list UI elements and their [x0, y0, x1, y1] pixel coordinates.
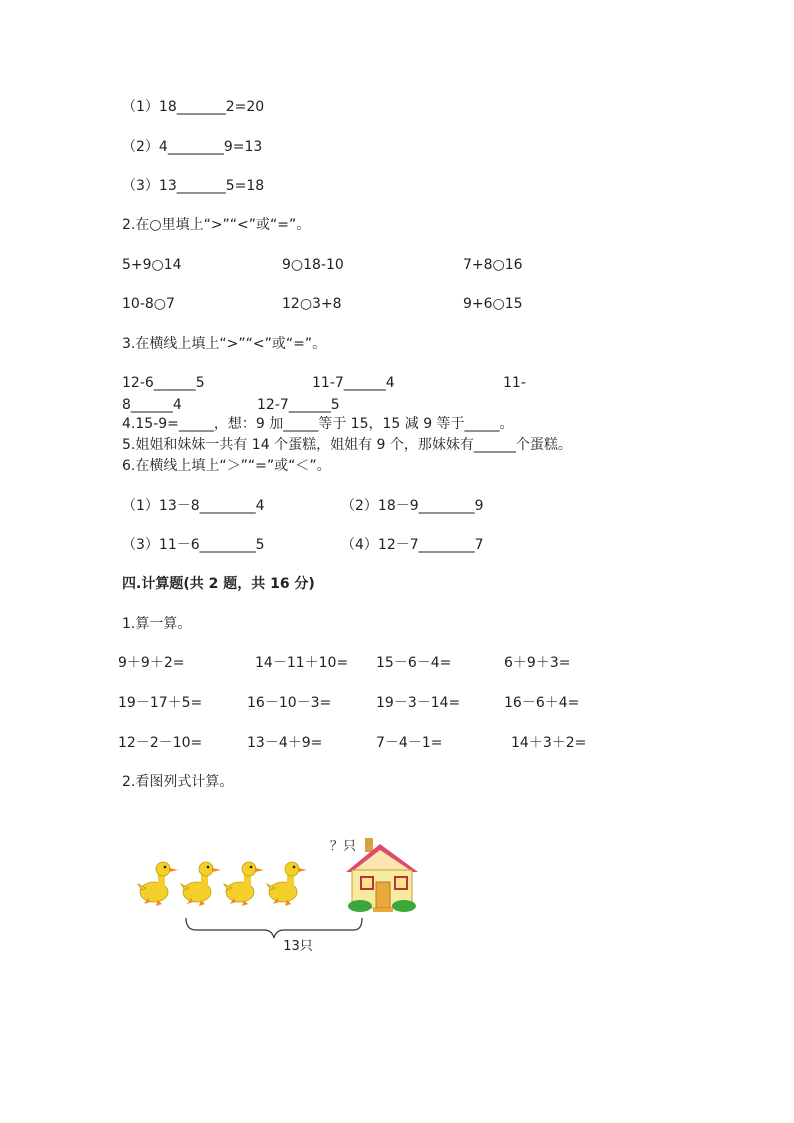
q6-title: 6.在横线上填上“＞”“=”或“＜”。	[122, 458, 331, 474]
q5-text: 5.姐姐和妹妹一共有 14 个蛋糕，姐姐有 9 个，那妹妹有______个蛋糕。	[122, 437, 572, 453]
question-label: ？只	[330, 839, 357, 854]
fill-blank-3: （3）13_______5=18	[122, 178, 265, 194]
calc-1-title: 1.算一算。	[122, 616, 192, 632]
q6-item-b: （2）18－9________9	[341, 498, 484, 514]
fill-blank-1: （1）18_______2=20	[122, 99, 265, 115]
q6-item-a: （1）13－8________4	[122, 498, 265, 514]
q4-text: 4.15-9=_____，想：9 加_____等于 15，15 减 9 等于_____。	[122, 416, 514, 432]
calc-r2-c: 19－3－14=	[376, 695, 461, 711]
duck-icon	[224, 862, 264, 906]
q2-item-a: 5+9○14	[122, 257, 182, 273]
section-4-title: 四.计算题(共 2 题，共 16 分)	[122, 576, 315, 592]
q2-item-e: 12○3+8	[282, 296, 342, 312]
q3-item-d: 12-7______5	[257, 397, 340, 413]
fill-blank-2: （2）4________9=13	[122, 139, 263, 155]
calc-r2-a: 19－17＋5=	[118, 695, 203, 711]
q3-title: 3.在横线上填上“>”“<”或“=”。	[122, 336, 327, 352]
q2-item-b: 9○18-10	[282, 257, 344, 273]
duck-house-figure	[122, 826, 422, 961]
duck-icon	[138, 862, 178, 906]
total-brace	[186, 918, 362, 938]
q6-item-d: （4）12－7________7	[341, 537, 484, 553]
figure-svg	[122, 826, 422, 961]
calc-r1-b: 14－11＋10=	[255, 655, 349, 671]
q6-item-c: （3）11－6________5	[122, 537, 265, 553]
calc-r3-b: 13－4＋9=	[247, 735, 323, 751]
q2-title: 2.在○里填上“>”“<”或“=”。	[122, 217, 311, 233]
calc-r2-b: 16－10－3=	[247, 695, 332, 711]
q3-item-b: 11-7______4	[312, 375, 395, 391]
total-label: 13只	[283, 939, 313, 954]
q2-item-f: 9+6○15	[463, 296, 523, 312]
q3-item-a: 12-6______5	[122, 375, 205, 391]
house-icon	[346, 838, 418, 912]
q3-item-c-part1: 11-	[503, 375, 526, 391]
ducks-group	[138, 862, 307, 906]
q3-item-c-part2: 8______4	[122, 397, 182, 413]
calc-r3-d: 14＋3＋2=	[511, 735, 587, 751]
calc-r1-d: 6＋9＋3=	[504, 655, 571, 671]
calc-r2-d: 16－6＋4=	[504, 695, 580, 711]
calc-r1-a: 9＋9＋2=	[118, 655, 185, 671]
calc-r1-c: 15－6－4=	[376, 655, 452, 671]
q2-item-d: 10-8○7	[122, 296, 175, 312]
q2-item-c: 7+8○16	[463, 257, 523, 273]
calc-r3-a: 12－2－10=	[118, 735, 203, 751]
duck-icon	[267, 862, 307, 906]
duck-icon	[181, 862, 221, 906]
calc-r3-c: 7－4－1=	[376, 735, 443, 751]
calc-2-title: 2.看图列式计算。	[122, 774, 234, 790]
